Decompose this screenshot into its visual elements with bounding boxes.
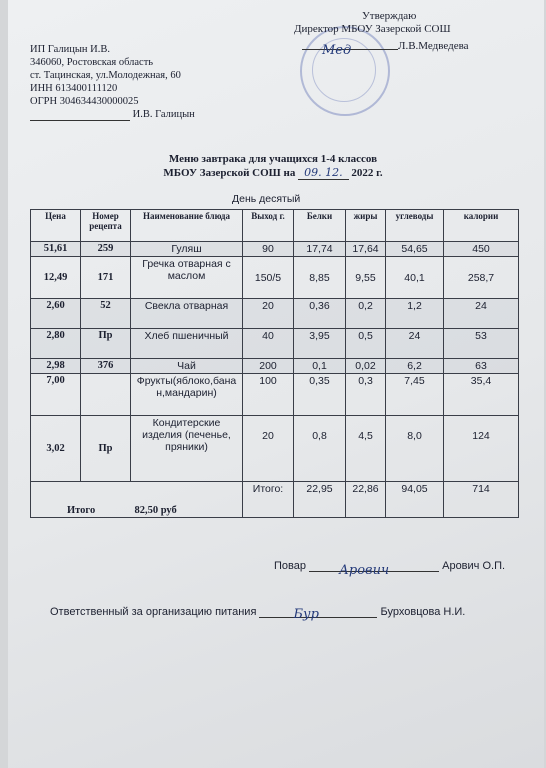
approval-line: Директор МБОУ Зазерской СОШ [294,23,451,35]
cell-name: Хлеб пшеничный [131,329,243,359]
cell-recipe: 171 [81,257,131,299]
cell-carbs: 24 [386,329,444,359]
responsible-name: Бурховцова Н.И. [380,606,466,618]
cell-fat: 0,3 [346,374,386,416]
table-row [31,242,519,257]
col-header: Белки [294,210,346,242]
cell-name: Гречка отварная с маслом [131,257,243,299]
responsible-sign-line [259,607,377,622]
cook-sign-line [309,563,439,578]
total-sum: 82,50 руб [134,505,177,516]
cell-price: 2,98 [31,359,81,374]
approval-heading: Утверждаю [362,10,417,22]
col-header: калории [444,210,519,242]
supplier-sign: И.В. Галицын [132,109,195,120]
cell-name: Гуляш [131,242,243,257]
cell-price: 2,60 [31,299,81,329]
cell-recipe: 52 [81,299,131,329]
cell-carbs: 8,0 [386,416,444,482]
cell-total-carbs: 94,05 [386,482,444,518]
supplier-line: 346060, Ростовская область [30,57,154,68]
total-cell [31,482,243,518]
responsible-signature-row [50,606,466,622]
menu-subtitle-school: МБОУ Зазерской СОШ на [163,167,296,179]
cook-label: Повар [274,560,306,572]
col-header: жиры [346,210,386,242]
cell-kcal: 258,7 [444,257,519,299]
supplier-line: ст. Тацинская, ул.Молодежная, 60 [30,70,181,81]
cell-kcal: 63 [444,359,519,374]
cell-fat: 0,5 [346,329,386,359]
menu-table [30,209,519,518]
cell-protein: 0,35 [294,374,346,416]
cell-kcal: 124 [444,416,519,482]
director-signature: Мед [322,43,352,58]
cell-kcal: 24 [444,299,519,329]
supplier-block [30,43,195,121]
cell-carbs: 40,1 [386,257,444,299]
cell-kcal: 450 [444,242,519,257]
table-header [31,210,519,242]
menu-subtitle [0,166,546,179]
supplier-sign-line [30,120,130,121]
cell-carbs: 6,2 [386,359,444,374]
table-row [31,374,519,416]
cell-price: 12,49 [31,257,81,299]
cell-out: 20 [243,416,294,482]
school-stamp [300,26,390,116]
table-row [31,329,519,359]
day-label: День десятый [232,193,301,205]
cell-recipe: Пр [81,416,131,482]
cell-price: 3,02 [31,416,81,482]
cell-recipe: 259 [81,242,131,257]
cell-fat: 4,5 [346,416,386,482]
cell-out: 200 [243,359,294,374]
cook-signature: Арович [339,563,390,578]
cell-recipe: Пр [81,329,131,359]
cell-out: 100 [243,374,294,416]
col-header: Цена [31,210,81,242]
menu-title: Меню завтрака для учащихся 1-4 классов [168,153,378,165]
responsible-signature: Бур [293,607,319,622]
cell-total-fat: 22,86 [346,482,386,518]
col-header: Выход г. [243,210,294,242]
menu-date: 09. 12. [298,166,348,180]
approval-signer: Л.В.Медведева [398,40,469,52]
cell-name: Свекла отварная [131,299,243,329]
supplier-line: ИП Галицын И.В. [30,44,110,55]
cell-out: 20 [243,299,294,329]
table-row [31,359,519,374]
cell-fat: 17,64 [346,242,386,257]
cell-protein: 0,8 [294,416,346,482]
cook-name: Арович О.П. [442,560,506,572]
cell-name: Кондитерские изделия (печенье, пряники) [131,416,243,482]
cell-price: 51,61 [31,242,81,257]
cell-total-kcal: 714 [444,482,519,518]
cell-total-label: Итого: [243,482,294,518]
cell-protein: 0,36 [294,299,346,329]
supplier-line: ОГРН 304634430000025 [30,96,139,107]
col-header: углеводы [386,210,444,242]
table-total-row [31,482,519,518]
cell-name: Чай [131,359,243,374]
total-label: Итого [67,505,96,516]
menu-year: 2022 г. [351,167,383,179]
cell-fat: 0,02 [346,359,386,374]
table-row [31,257,519,299]
cell-price: 2,80 [31,329,81,359]
cell-protein: 17,74 [294,242,346,257]
cell-recipe [81,374,131,416]
responsible-label: Ответственный за организацию питания [50,606,257,618]
cell-carbs: 7,45 [386,374,444,416]
cell-protein: 0,1 [294,359,346,374]
cell-out: 150/5 [243,257,294,299]
table-row [31,416,519,482]
cell-carbs: 54,65 [386,242,444,257]
cook-signature-row [274,560,506,578]
col-header: Наименование блюда [131,210,243,242]
supplier-line: ИНН 613400111120 [30,83,118,94]
cell-kcal: 35,4 [444,374,519,416]
cell-out: 90 [243,242,294,257]
cell-kcal: 53 [444,329,519,359]
cell-price: 7,00 [31,374,81,416]
cell-recipe: 376 [81,359,131,374]
table-row [31,299,519,329]
cell-out: 40 [243,329,294,359]
col-header: Номер рецепта [81,210,131,242]
cell-protein: 3,95 [294,329,346,359]
cell-protein: 8,85 [294,257,346,299]
cell-fat: 0,2 [346,299,386,329]
cell-fat: 9,55 [346,257,386,299]
cell-carbs: 1,2 [386,299,444,329]
cell-total-protein: 22,95 [294,482,346,518]
cell-name: Фрукты(яблоко,банан,мандарин) [131,374,243,416]
